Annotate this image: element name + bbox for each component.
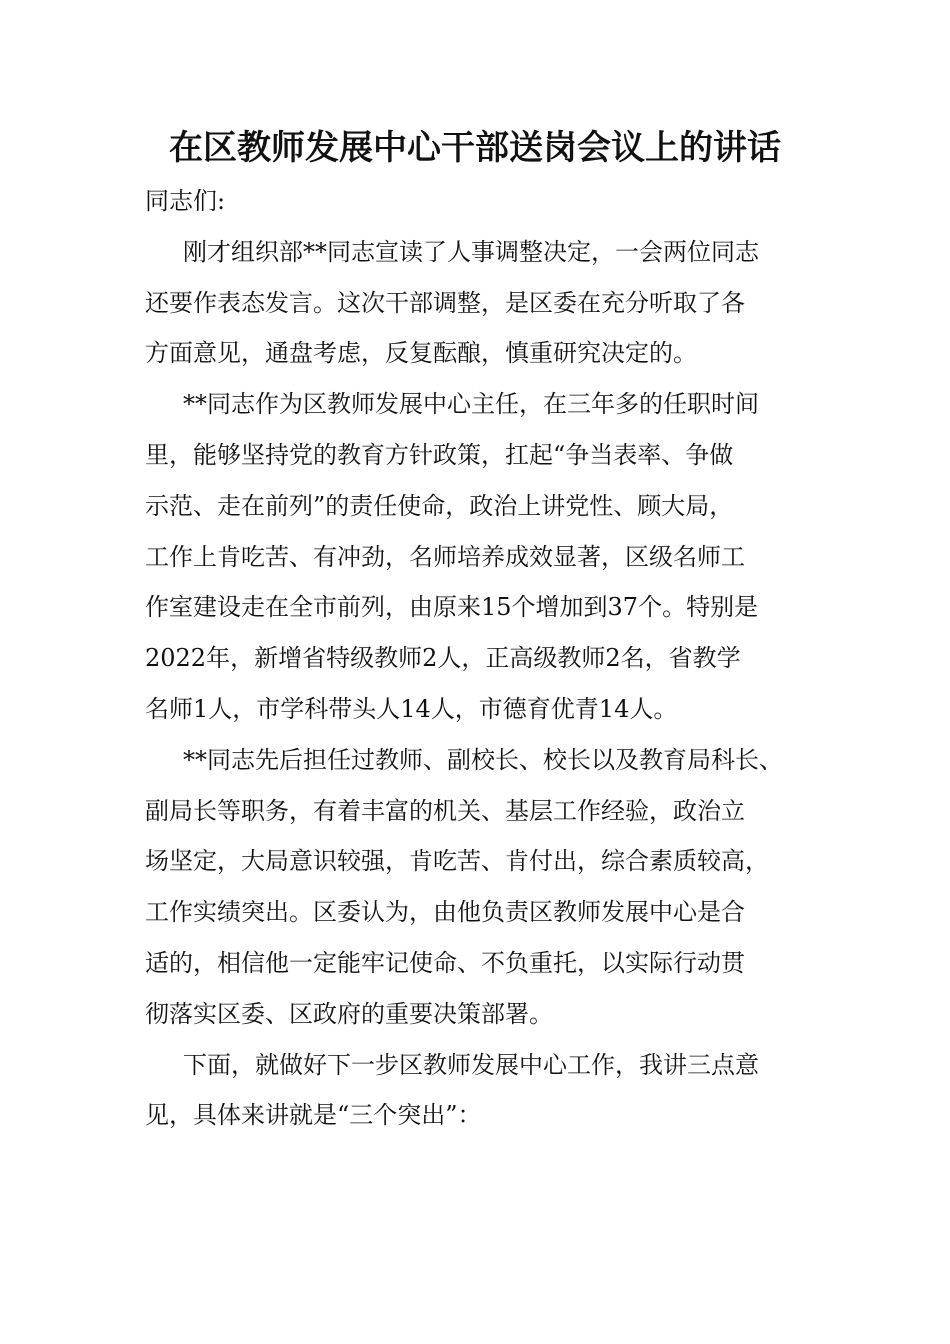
paragraph-line: 工作上肯吃苦、有冲劲，名师培养成效显著，区级名师工 <box>145 542 745 571</box>
document-title: 在区教师发展中心干部送岗会议上的讲话 <box>169 128 781 168</box>
paragraph-line: **同志先后担任过教师、副校长、校长以及教育局科长、 <box>183 745 783 774</box>
paragraph-line: 工作实绩突出。区委认为，由他负责区教师发展中心是合 <box>145 898 745 927</box>
paragraph-line: 适的，相信他一定能牢记使命、不负重托，以实际行动贯 <box>145 948 745 977</box>
paragraph-line: 示范、走在前列”的责任使命，政治上讲党性、顾大局， <box>145 491 734 520</box>
greeting <box>145 176 810 227</box>
paragraph-line: 名师1人，市学科带头人14人，市德育优青14人。 <box>145 694 678 723</box>
paragraph-3 <box>145 735 810 1040</box>
paragraph-1 <box>145 227 810 379</box>
paragraph-line: 2022年，新增省特级教师2人，正高级教师2名，省教学 <box>145 644 741 673</box>
paragraph-line: 见，具体来讲就是“三个突出”： <box>145 1101 482 1130</box>
paragraph-line: 刚才组织部**同志宣读了人事调整决定，一会两位同志 <box>183 237 759 266</box>
paragraph-2 <box>145 379 810 735</box>
paragraph-line: 还要作表态发言。这次干部调整，是区委在充分听取了各 <box>145 288 745 317</box>
paragraph-line: 场坚定，大局意识较强，肯吃苦、肯付出，综合素质较高， <box>145 847 769 876</box>
paragraph-line: 下面，就做好下一步区教师发展中心工作，我讲三点意 <box>183 1050 759 1079</box>
paragraph-line: 副局长等职务，有着丰富的机关、基层工作经验，政治立 <box>145 796 745 825</box>
paragraph-line: 方面意见，通盘考虑，反复酝酿，慎重研究决定的。 <box>145 339 697 368</box>
paragraph-line: 彻落实区委、区政府的重要决策部署。 <box>145 999 553 1028</box>
paragraph-4 <box>145 1040 810 1142</box>
paragraph-line: 里，能够坚持党的教育方针政策，扛起“争当表率、争做 <box>145 440 734 469</box>
paragraph-line: 作室建设走在全市前列，由原来15个增加到37个。特别是 <box>145 593 759 622</box>
greeting-line: 同志们: <box>145 187 226 215</box>
document-body <box>145 176 810 1141</box>
paragraph-line: **同志作为区教师发展中心主任，在三年多的任职时间 <box>183 390 759 419</box>
